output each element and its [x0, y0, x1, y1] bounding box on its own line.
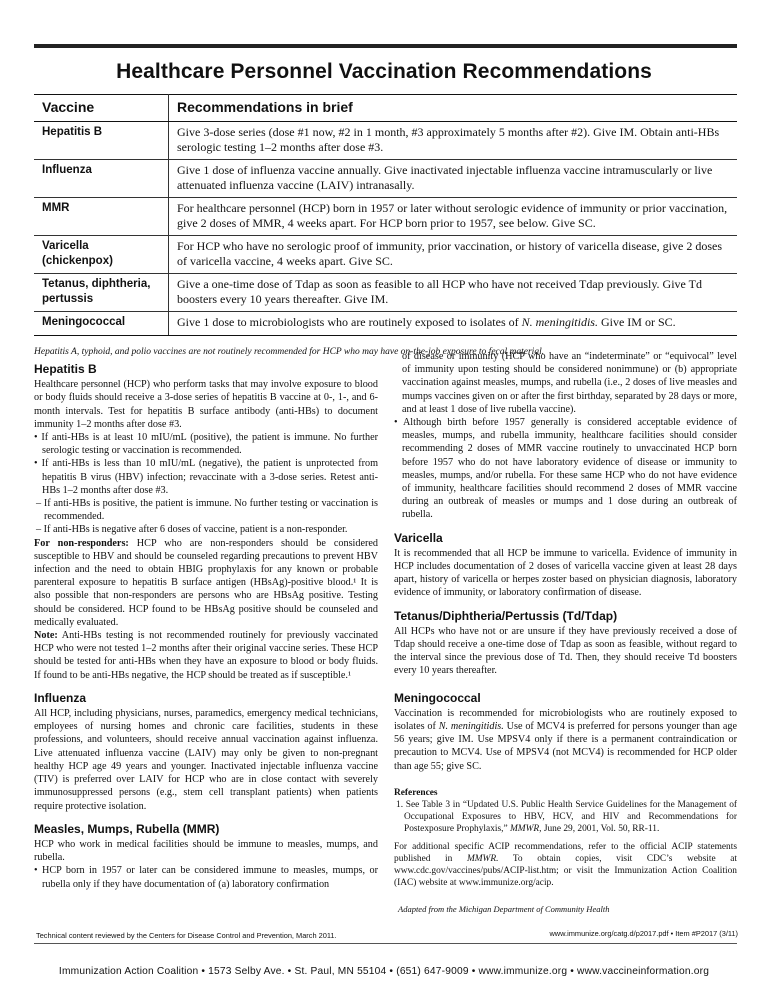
section-heading-varicella: Varicella — [394, 530, 443, 545]
paragraph: For non-responders: HCP who are non-responders should be considered susceptible to HBV and should be counseled regarding precautions to prevent HBV infection and the need to obtain HBIG prophylaxis for any known or probable parenteral exposure to hepatitis B surface antigen (HBsAg)-positive blood.¹ It is also possible that non-responders are persons who are HBsAg positive. Testing should be considered. HCP found to be HBsAg positive should be counseled and medically evaluated. — [34, 537, 378, 628]
table-row — [34, 160, 737, 198]
section-heading-influenza: Influenza — [34, 690, 87, 705]
paragraph: Healthcare personnel (HCP) who perform tasks that may involve exposure to blood or body fluids should receive a 3-dose series of hepatitis B vaccine at 0-, 1-, and 6-month intervals. Test for hepatitis B surface antibody (anti-HBs) to document immunity 1–2 months after dose #3. — [34, 379, 378, 430]
table-row — [34, 236, 737, 274]
vaccine-recommendation: Give 1 dose to microbiologists who are routinely exposed to isolates of N. meningitidis. Give IM or SC. — [169, 312, 738, 336]
vaccine-recommendation: Give a one-time dose of Tdap as soon as feasible to all HCP who have not received Tdap previously. Give Td boosters every 10 years thereafter. Give IM. — [169, 274, 738, 312]
bullet-item: • HCP born in 1957 or later can be considered immune to measles, mumps, or rubella only if they have documentation of (a) laboratory confirmation — [34, 865, 378, 890]
top-rule — [34, 44, 737, 48]
paragraph: All HCP, including physicians, nurses, paramedics, emergency medical technicians, employees of nursing homes and chronic care facilities, students in these professions, and volunteers, should receive annual vaccination against influenza. Live attenuated influenza vaccine (LAIV) may only be given to non-pregnant healthy HCP age 49 years and younger. Inactivated injectable influenza vaccine (TIV) is preferred over LAIV for HCP who are in close contact with severely immunosuppressed persons (e.g., stem cell transplant patients) when patients require protective isolation. — [34, 708, 378, 812]
sub-bullet-item: – If anti-HBs is positive, the patient is immune. No further testing or vaccination is recommended. — [36, 498, 378, 523]
adapted-credit: Adapted from the Michigan Department of Community Health — [398, 903, 610, 914]
references-heading: References — [394, 787, 438, 798]
table-row — [34, 122, 737, 160]
vaccine-recommendation: Give 3-dose series (dose #1 now, #2 in 1 month, #3 approximately 5 months after #2). Give IM. Obtain anti-HBs serologic testing 1–2 months after dose #3. — [169, 122, 738, 160]
bullet-item: • If anti-HBs is at least 10 mIU/mL (positive), the patient is immune. No further serologic testing or vaccination is recommended. — [34, 432, 378, 457]
table-row — [34, 274, 737, 312]
vaccine-name: Varicella (chickenpox) — [34, 236, 169, 274]
header-recommendations: Recommendations in brief — [169, 95, 738, 122]
vaccine-name: Influenza — [34, 160, 169, 198]
footer-rule — [34, 943, 737, 944]
paragraph: It is recommended that all HCP be immune to varicella. Evidence of immunity in HCP includes documentation of 2 doses of varicella vaccine given at least 28 days apart, history of varicella or herpes zoster based on physician diagnosis, laboratory evidence of immunity, or laboratory confirmation of disease. — [394, 547, 737, 599]
table-footnote: Hepatitis A, typhoid, and polio vaccines are not routinely recommended for HCP who may have on-the-job exposure to fecal material. — [34, 347, 545, 357]
acip-note: For additional specific ACIP recommendations, refer to the official ACIP statements published in MMWR. To obtain copies, visit CDC’s website at www.cdc.gov/vaccines/pubs/ACIP-list.htm; or visit the Immunization Action Coalition (IAC) website at www.immunize.org/acip. — [394, 841, 737, 888]
vaccine-name: Meningococcal — [34, 312, 169, 336]
paragraph: All HCPs who have not or are unsure if they have previously received a dose of Tdap should receive a one-time dose of Tdap as soon as feasible, without regard to the interval since the previous dose of Td. Then, they should receive Td boosters every 10 years thereafter. — [394, 625, 737, 677]
paragraph: of disease or immunity (HCP who have an “indeterminate” or “equivocal” level of immunity upon testing should be considered nonimmune) or (b) appropriate vaccination against measles, mumps, and rubella (i.e., 2 doses of live measles and mumps vaccines given on or after the first birthday, separated by 28 days or more, and at least 1 dose of live rubella vaccine). — [402, 351, 737, 415]
paragraph: Vaccination is recommended for microbiologists who are routinely exposed to isolates of N. meningitidis. Use of MCV4 is preferred for persons younger than age 56 years; give IM. Use MPSV4 only if there is a permanent contraindication or precaution to MCV4. Use of MPSV4 (not MCV4) is recommended for HCP older than age 55; give SC. — [394, 707, 737, 772]
table-row — [34, 312, 737, 336]
paragraph: Note: Anti-HBs testing is not recommended routinely for previously vaccinated HCP who were not tested 1–2 months after their original vaccine series. These HCP should be tested for anti-HBs when they have an exposure to blood or body fluids. If found to be anti-HBs negative, the HCP should be treated as if susceptible.¹ — [34, 630, 378, 681]
footer-contact: Immunization Action Coalition • 1573 Selby Ave. • St. Paul, MN 55104 • (651) 647-9009 • www.immunize.org • www.vaccineinformation.org — [58, 966, 710, 977]
bullet-item: • Although birth before 1957 generally is considered acceptable evidence of measles, mumps, and rubella immunity, healthcare facilities should consider recommending 2 doses of MMR vaccine routinely to unvaccinated HCP born before 1957 who do not have laboratory evidence of disease or immunity to measles, mumps, and/or rubella. For these same HCP who do not have evidence of immunity, healthcare facilities should recommend 2 doses of MMR vaccine during an outbreak of measles or mumps and 1 dose during an outbreak of rubella. — [394, 417, 737, 521]
section-heading-mmr: Measles, Mumps, Rubella (MMR) — [34, 821, 220, 836]
section-heading-hepatitis-b: Hepatitis B — [34, 362, 97, 376]
footer-review-note: Technical content reviewed by the Centers for Disease Control and Prevention, March 2011. — [36, 931, 337, 940]
bullet-item: • If anti-HBs is less than 10 mIU/mL (negative), the patient is unprotected from hepatitis B virus (HBV) infection; revaccinate with a 3-dose series. Retest anti-HBs 1–2 months after dose #3. — [34, 458, 378, 496]
references — [394, 787, 737, 835]
vaccine-name: Tetanus, diphtheria, pertussis — [34, 274, 169, 312]
right-column — [394, 350, 737, 916]
left-column — [34, 363, 378, 891]
footer-item-link[interactable]: www.immunize.org/catg.d/p2017.pdf • Item #P2017 (3/11) — [549, 929, 738, 938]
paragraph: HCP who work in medical facilities should be immune to measles, mumps, and rubella. — [34, 838, 378, 864]
table-header-row — [34, 95, 737, 122]
header-vaccine: Vaccine — [34, 95, 169, 122]
vaccine-name: Hepatitis B — [34, 122, 169, 160]
vaccine-recommendation: Give 1 dose of influenza vaccine annually. Give inactivated injectable influenza vaccine intramuscularly or live attenuated influenza vaccine (LAIV) intranasally. — [169, 160, 738, 198]
section-heading-tdap: Tetanus/Diphtheria/Pertussis (Td/Tdap) — [394, 608, 618, 623]
vaccine-recommendation: For HCP who have no serologic proof of immunity, prior vaccination, or history of varicella disease, give 2 doses of varicella vaccine, 4 weeks apart. Give SC. — [169, 236, 738, 274]
reference-item: 1. See Table 3 in “Updated U.S. Public Health Service Guidelines for the Management of Occupational Exposures to HBV, HCV, and HIV and Recommendations for Postexposure Prophylaxis,” MMWR, June 29, 2001, Vol. 50, RR-11. — [396, 799, 737, 834]
vaccine-recommendation: For healthcare personnel (HCP) born in 1957 or later without serologic evidence of immunity or prior vaccination, give 2 doses of MMR, 4 weeks apart. For HCP born prior to 1957, see below. Give SC. — [169, 198, 738, 236]
page-title: Healthcare Personnel Vaccination Recommendations — [116, 60, 652, 83]
section-heading-meningococcal: Meningococcal — [394, 690, 481, 705]
table-row — [34, 198, 737, 236]
sub-bullet-item: – If anti-HBs is negative after 6 doses of vaccine, patient is a non-responder. — [36, 524, 348, 536]
recommendations-table — [34, 94, 737, 336]
vaccine-name: MMR — [34, 198, 169, 236]
